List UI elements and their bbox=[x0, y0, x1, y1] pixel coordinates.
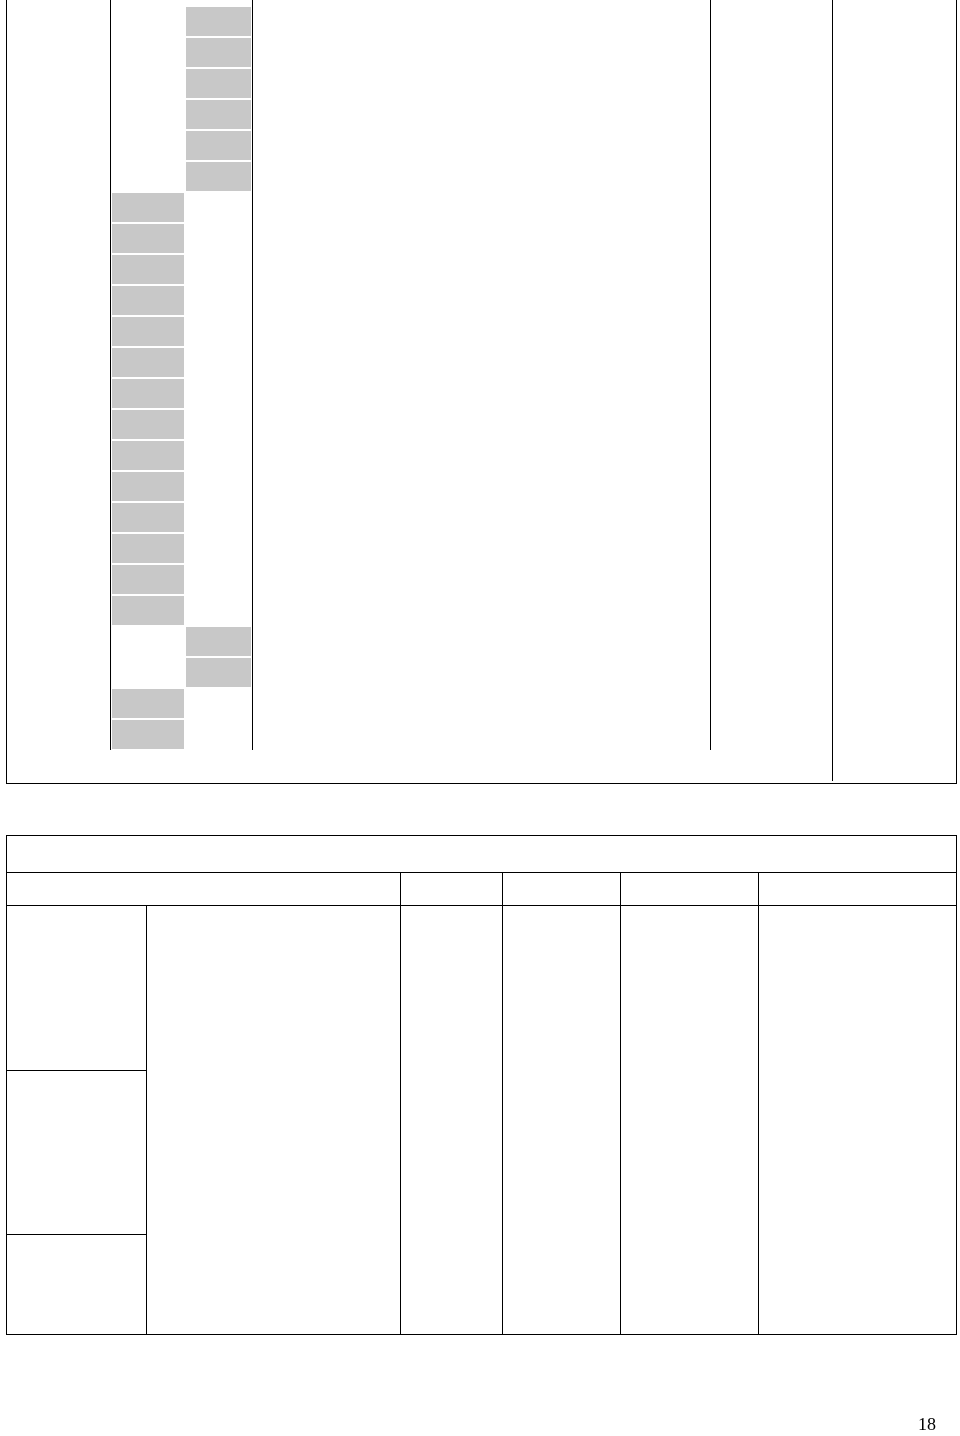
lodging-net-price bbox=[626, 409, 712, 440]
food-kind bbox=[240, 1038, 400, 1071]
food-title bbox=[400, 835, 620, 872]
meal-label bbox=[146, 906, 240, 939]
lodging-qty bbox=[110, 99, 186, 130]
lodging-net-price bbox=[626, 37, 712, 68]
lodging-qty bbox=[110, 657, 186, 688]
gray-fill bbox=[112, 410, 184, 439]
lodging-qty bbox=[186, 409, 252, 440]
gray-fill bbox=[112, 720, 184, 749]
meal-label bbox=[146, 1169, 240, 1202]
food-gross-price bbox=[502, 939, 620, 972]
lodging-net-value bbox=[712, 37, 832, 68]
food-qty bbox=[400, 1268, 502, 1301]
lodging-name bbox=[252, 130, 626, 161]
lodging-net-value bbox=[712, 6, 832, 37]
lodging-net-price bbox=[626, 6, 712, 37]
lodging-net-price bbox=[626, 285, 712, 316]
gray-fill bbox=[112, 689, 184, 718]
food-gross-price bbox=[502, 1103, 620, 1136]
food-gross-price bbox=[502, 1136, 620, 1169]
food-kind bbox=[240, 1005, 400, 1038]
food-net-price bbox=[620, 1301, 758, 1334]
col-line bbox=[502, 872, 503, 1334]
gray-fill bbox=[186, 100, 251, 129]
food-net-value bbox=[758, 1268, 956, 1301]
lodging-qty bbox=[110, 6, 186, 37]
food-qty bbox=[400, 1103, 502, 1136]
col-line bbox=[110, 0, 111, 750]
lodging-gross-price bbox=[832, 502, 956, 533]
header-cell bbox=[620, 872, 758, 905]
lodging-net-price bbox=[626, 192, 712, 223]
lodging-qty bbox=[186, 285, 252, 316]
meal-label bbox=[146, 955, 240, 988]
food-kind bbox=[240, 939, 400, 972]
lodging-net-value bbox=[712, 161, 832, 192]
meal-label bbox=[146, 1235, 240, 1268]
food-qty bbox=[400, 972, 502, 1005]
lodging-name bbox=[252, 564, 626, 595]
lodging-gross-price bbox=[832, 533, 956, 564]
meal-label bbox=[146, 1268, 240, 1301]
lodging-net-price bbox=[626, 254, 712, 285]
food-net-price bbox=[620, 1103, 758, 1136]
lodging-net-price bbox=[626, 688, 712, 719]
lodging-qty bbox=[186, 378, 252, 409]
col-line bbox=[400, 872, 401, 1334]
food-net-value bbox=[758, 1136, 956, 1169]
lodging-net-value bbox=[712, 688, 832, 719]
lodging-gross-price bbox=[832, 161, 956, 192]
lodging-net-value bbox=[712, 657, 832, 688]
meal-label bbox=[146, 1005, 240, 1038]
gray-fill bbox=[112, 441, 184, 470]
food-qty bbox=[400, 1235, 502, 1268]
gray-fill bbox=[186, 38, 251, 67]
food-net-value bbox=[758, 1038, 956, 1071]
gray-fill bbox=[186, 131, 251, 160]
lodging-qty bbox=[186, 502, 252, 533]
lodging-net-price bbox=[626, 440, 712, 471]
lodging-name bbox=[252, 285, 626, 316]
food-net-value bbox=[758, 1235, 956, 1268]
food-net-value bbox=[758, 972, 956, 1005]
food-kind bbox=[240, 1301, 400, 1334]
lodging-net-price bbox=[626, 68, 712, 99]
lodging-net-value bbox=[712, 285, 832, 316]
lodging-gross-price bbox=[832, 657, 956, 688]
header-cell bbox=[758, 872, 956, 905]
lodging-name bbox=[252, 471, 626, 502]
lodging-qty bbox=[186, 533, 252, 564]
lodging-qty bbox=[186, 347, 252, 378]
gray-fill bbox=[186, 69, 251, 98]
lodging-name bbox=[252, 37, 626, 68]
lodging-net-price bbox=[626, 347, 712, 378]
food-gross-price bbox=[502, 1268, 620, 1301]
lodging-net-price bbox=[626, 223, 712, 254]
lodging-qty bbox=[186, 564, 252, 595]
food-gross-price bbox=[502, 1169, 620, 1202]
group-separator bbox=[6, 1070, 146, 1071]
lodging-gross-price bbox=[832, 37, 956, 68]
food-qty bbox=[400, 1136, 502, 1169]
lodging-net-value bbox=[712, 471, 832, 502]
lodging-net-value bbox=[712, 626, 832, 657]
meal-label bbox=[146, 1301, 240, 1334]
food-net-price bbox=[620, 906, 758, 939]
lodging-qty bbox=[186, 316, 252, 347]
food-net-value bbox=[758, 1301, 956, 1334]
food-kind bbox=[240, 1235, 400, 1268]
meal-label bbox=[146, 1120, 240, 1153]
border-right bbox=[956, 835, 957, 1334]
meal-label bbox=[146, 1071, 240, 1104]
gray-fill bbox=[112, 534, 184, 563]
gray-fill bbox=[112, 348, 184, 377]
gray-fill bbox=[112, 565, 184, 594]
lodging-name bbox=[252, 254, 626, 285]
lodging-net-price bbox=[626, 502, 712, 533]
lodging-name bbox=[252, 68, 626, 99]
lodging-gross-price bbox=[832, 6, 956, 37]
lodging-total bbox=[330, 750, 834, 781]
border-right bbox=[956, 0, 957, 783]
lodging-gross-price bbox=[832, 99, 956, 130]
lodging-qty bbox=[186, 192, 252, 223]
lodging-net-value bbox=[712, 440, 832, 471]
lodging-qty bbox=[110, 161, 186, 192]
food-qty bbox=[400, 1202, 502, 1235]
lodging-name bbox=[252, 161, 626, 192]
lodging-gross-price bbox=[832, 347, 956, 378]
lodging-qty bbox=[186, 688, 252, 719]
lodging-net-price bbox=[626, 378, 712, 409]
border-bottom bbox=[6, 783, 957, 784]
lodging-net-value bbox=[712, 347, 832, 378]
lodging-name bbox=[252, 99, 626, 130]
food-net-price bbox=[620, 1169, 758, 1202]
lodging-net-price bbox=[626, 719, 712, 750]
lodging-gross-price bbox=[832, 440, 956, 471]
lodging-gross-price bbox=[832, 595, 956, 626]
col-line bbox=[832, 0, 833, 781]
food-net-price bbox=[620, 1071, 758, 1104]
lodging-name bbox=[252, 347, 626, 378]
food-kind bbox=[240, 1202, 400, 1235]
food-net-price bbox=[620, 1038, 758, 1071]
lodging-net-value bbox=[712, 502, 832, 533]
food-net-price bbox=[620, 1005, 758, 1038]
lodging-gross-price bbox=[832, 316, 956, 347]
col-line bbox=[710, 0, 711, 750]
lodging-qty bbox=[186, 719, 252, 750]
food-gross-price bbox=[502, 1038, 620, 1071]
food-qty bbox=[400, 939, 502, 972]
lodging-name bbox=[252, 502, 626, 533]
food-net-value bbox=[758, 939, 956, 972]
lodging-qty bbox=[110, 68, 186, 99]
food-net-value bbox=[758, 1005, 956, 1038]
lodging-net-value bbox=[712, 192, 832, 223]
lodging-gross-price bbox=[832, 285, 956, 316]
page-number: 18 bbox=[918, 1414, 936, 1434]
lodging-name bbox=[252, 6, 626, 37]
food-gross-price bbox=[502, 1071, 620, 1104]
gray-fill bbox=[112, 193, 184, 222]
lodging-net-price bbox=[626, 533, 712, 564]
lodging-net-value bbox=[712, 316, 832, 347]
gray-fill bbox=[112, 286, 184, 315]
food-qty bbox=[400, 906, 502, 939]
lodging-gross-price bbox=[832, 223, 956, 254]
food-net-value bbox=[758, 1169, 956, 1202]
lodging-net-value bbox=[712, 130, 832, 161]
lodging-net-price bbox=[626, 99, 712, 130]
group-separator bbox=[6, 1234, 146, 1235]
lodging-net-value bbox=[712, 564, 832, 595]
lodging-net-value bbox=[712, 99, 832, 130]
lodging-name bbox=[252, 533, 626, 564]
header-cell bbox=[146, 872, 400, 905]
food-kind bbox=[240, 972, 400, 1005]
border-left bbox=[6, 0, 7, 783]
lodging-name bbox=[252, 719, 626, 750]
lodging-name bbox=[252, 440, 626, 471]
lodging-name bbox=[252, 657, 626, 688]
food-kind bbox=[240, 1103, 400, 1136]
lodging-qty bbox=[186, 595, 252, 626]
gray-fill bbox=[112, 596, 184, 625]
col-line bbox=[146, 905, 147, 1334]
lodging-qty bbox=[110, 626, 186, 657]
lodging-qty bbox=[110, 130, 186, 161]
gray-fill bbox=[186, 7, 251, 36]
food-net-value bbox=[758, 1071, 956, 1104]
food-qty bbox=[400, 1071, 502, 1104]
lodging-gross-price bbox=[832, 68, 956, 99]
food-qty bbox=[400, 1005, 502, 1038]
lodging-gross-price bbox=[832, 719, 956, 750]
food-net-value bbox=[758, 906, 956, 939]
food-net-price bbox=[620, 1202, 758, 1235]
lodging-gross-price bbox=[832, 192, 956, 223]
food-net-price bbox=[620, 939, 758, 972]
gray-fill bbox=[112, 255, 184, 284]
lodging-net-value bbox=[712, 223, 832, 254]
food-kind bbox=[240, 1169, 400, 1202]
lodging-net-value bbox=[712, 254, 832, 285]
lodging-net-value bbox=[712, 719, 832, 750]
lodging-net-price bbox=[626, 316, 712, 347]
lodging-qty bbox=[186, 223, 252, 254]
lodging-gross-price bbox=[832, 378, 956, 409]
lodging-gross-price bbox=[832, 130, 956, 161]
food-kind bbox=[240, 1136, 400, 1169]
food-net-price bbox=[620, 972, 758, 1005]
food-kind bbox=[240, 1071, 400, 1104]
lodging-net-value bbox=[712, 409, 832, 440]
lodging-gross-price bbox=[832, 626, 956, 657]
border-left bbox=[6, 835, 7, 1334]
gray-fill bbox=[112, 472, 184, 501]
food-net-price bbox=[620, 1235, 758, 1268]
col-line bbox=[620, 872, 621, 1334]
food-net-price bbox=[620, 1268, 758, 1301]
lodging-net-value bbox=[712, 378, 832, 409]
lodging-net-price bbox=[626, 471, 712, 502]
food-gross-price bbox=[502, 906, 620, 939]
lodging-name bbox=[252, 626, 626, 657]
food-gross-price bbox=[502, 1005, 620, 1038]
lodging-gross-price bbox=[832, 254, 956, 285]
lodging-net-value bbox=[712, 68, 832, 99]
food-net-value bbox=[758, 1103, 956, 1136]
gray-fill bbox=[112, 224, 184, 253]
border-bottom bbox=[6, 1334, 957, 1335]
lodging-name bbox=[252, 378, 626, 409]
currency-note bbox=[870, 803, 950, 833]
food-qty bbox=[400, 1038, 502, 1071]
gray-fill bbox=[112, 317, 184, 346]
food-net-value bbox=[758, 1202, 956, 1235]
lodging-name bbox=[252, 595, 626, 626]
lodging-net-price bbox=[626, 657, 712, 688]
food-qty bbox=[400, 1301, 502, 1334]
lodging-net-value bbox=[712, 595, 832, 626]
lodging-gross-price bbox=[832, 409, 956, 440]
header-cell bbox=[6, 872, 146, 905]
lodging-gross-price bbox=[832, 564, 956, 595]
lodging-name bbox=[252, 223, 626, 254]
lodging-net-price bbox=[626, 626, 712, 657]
gray-fill bbox=[112, 503, 184, 532]
lodging-qty bbox=[186, 471, 252, 502]
lodging-name bbox=[252, 409, 626, 440]
food-gross-price bbox=[502, 1202, 620, 1235]
lodging-net-price bbox=[626, 161, 712, 192]
food-qty bbox=[400, 1169, 502, 1202]
food-gross-price bbox=[502, 972, 620, 1005]
header-cell bbox=[502, 872, 620, 905]
food-gross-price bbox=[502, 1301, 620, 1334]
lodging-gross-price bbox=[832, 471, 956, 502]
food-kind bbox=[240, 906, 400, 939]
col-line bbox=[758, 872, 759, 1334]
lodging-qty bbox=[110, 37, 186, 68]
lodging-net-value bbox=[712, 533, 832, 564]
lodging-name bbox=[252, 192, 626, 223]
lodging-net-price bbox=[626, 564, 712, 595]
lodging-net-price bbox=[626, 130, 712, 161]
lodging-net-price bbox=[626, 595, 712, 626]
food-net-price bbox=[620, 1136, 758, 1169]
lodging-qty bbox=[186, 254, 252, 285]
header-cell bbox=[400, 872, 502, 905]
col-line bbox=[252, 0, 253, 750]
lodging-qty bbox=[186, 440, 252, 471]
gray-fill bbox=[186, 162, 251, 191]
gray-fill bbox=[112, 379, 184, 408]
gray-fill bbox=[186, 627, 251, 656]
food-kind bbox=[240, 1268, 400, 1301]
lodging-name bbox=[252, 688, 626, 719]
food-gross-price bbox=[502, 1235, 620, 1268]
lodging-gross-price bbox=[832, 688, 956, 719]
lodging-name bbox=[252, 316, 626, 347]
gray-fill bbox=[186, 658, 251, 687]
